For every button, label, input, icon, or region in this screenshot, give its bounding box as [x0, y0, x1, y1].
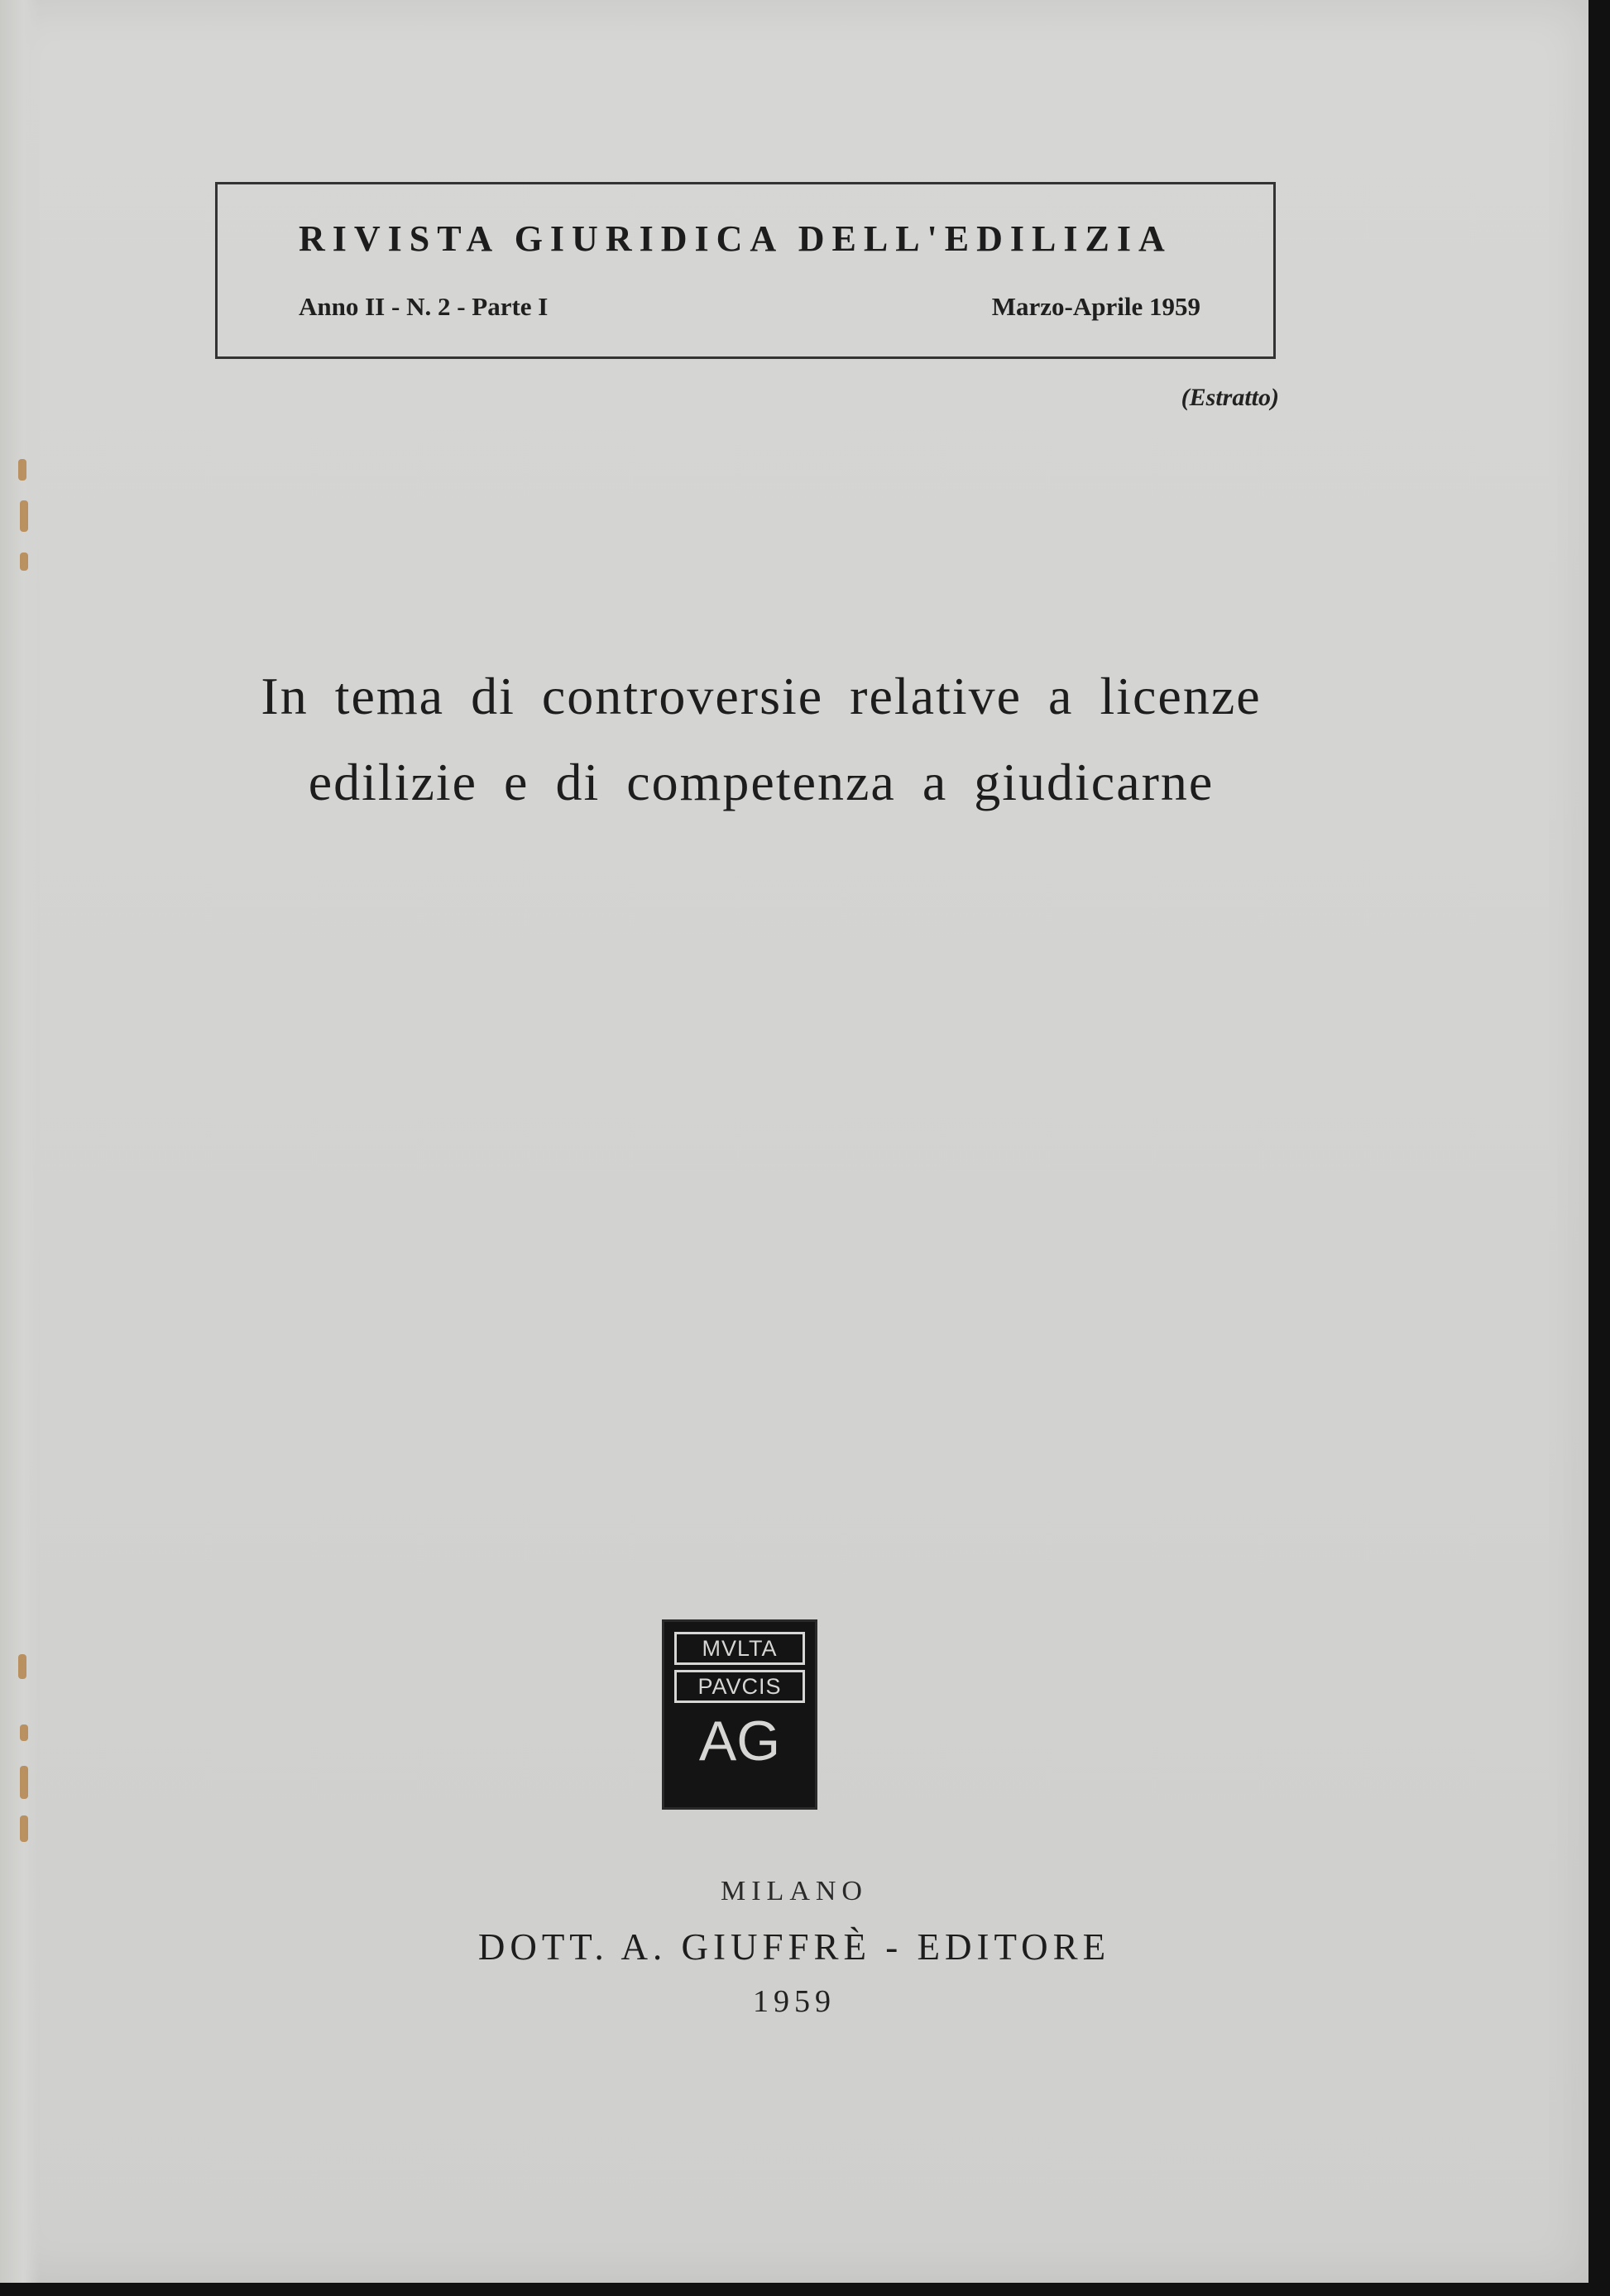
article-title-line-1: In tema di controversie relative a licenze [261, 667, 1262, 725]
stain-mark [20, 500, 28, 532]
stain-mark [18, 1654, 26, 1679]
stain-mark [20, 552, 28, 571]
logo-motto-line-1: MVLTA [674, 1632, 805, 1665]
logo-monogram: AG [698, 1710, 781, 1772]
imprint-publisher: DOTT. A. GIUFFRÈ - EDITORE [477, 1926, 1111, 1968]
journal-title: RIVISTA GIURIDICA DELL'EDILIZIA [299, 218, 1172, 259]
stain-mark [20, 1815, 28, 1842]
stain-mark [20, 1766, 28, 1799]
logo-motto-line-2: PAVCIS [674, 1670, 805, 1703]
stain-mark [18, 459, 26, 481]
journal-header-box [215, 182, 1276, 359]
imprint-year: 1959 [753, 1984, 836, 2019]
article-title-line-2: edilizie e di competenza a giudicarne [308, 753, 1215, 811]
stain-mark [20, 1724, 28, 1741]
imprint-city: MILANO [721, 1876, 868, 1906]
article-title [165, 653, 1357, 825]
issue-date: Marzo-Aprile 1959 [991, 292, 1200, 321]
publisher-logo [662, 1619, 817, 1810]
extract-note: (Estratto) [1181, 384, 1279, 411]
issue-number: Anno II - N. 2 - Parte I [299, 292, 549, 321]
issue-line [299, 292, 1200, 322]
